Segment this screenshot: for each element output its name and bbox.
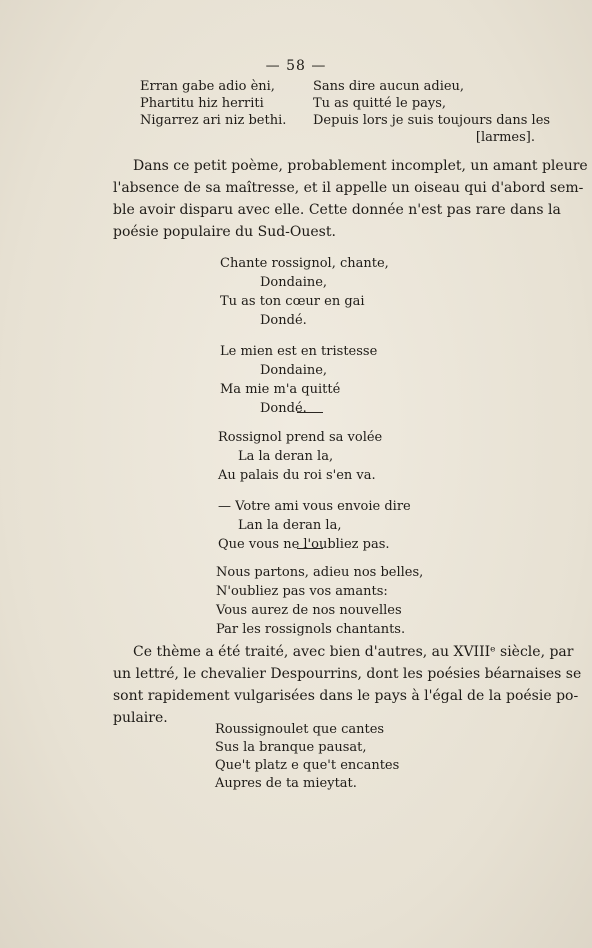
page-number: — 58 —	[265, 58, 327, 74]
section-divider	[297, 412, 323, 413]
verse-line: Aupres de ta mieytat.	[215, 776, 357, 791]
poem-volee	[218, 428, 411, 566]
verse-line: — Votre ami vous envoie dire	[218, 499, 411, 514]
paragraph-line: Ce thème a été traité, avec bien d'autres, au XVIIIᵉ siècle, par	[133, 644, 574, 660]
verse-line: Depuis lors je suis toujours dans les	[313, 113, 551, 128]
verse-line: La la deran la,	[238, 449, 334, 464]
poem-partons	[216, 563, 423, 639]
verse-line: Que't platz e que't encantes	[215, 758, 400, 773]
verse-line: Sans dire aucun adieu,	[313, 79, 465, 94]
paragraph-2	[113, 641, 582, 729]
verse-line: Tu as quitté le pays,	[313, 96, 447, 111]
verse-line: Rossignol prend sa volée	[218, 430, 383, 445]
poem-roussignoulet	[215, 721, 399, 793]
verse-line: Nous partons, adieu nos belles,	[216, 565, 424, 580]
paragraph-line: ble avoir disparu avec elle. Cette donnée n'est pas rare dans la	[113, 202, 561, 218]
verse-line: Sus la branque pausat,	[215, 740, 367, 755]
paragraph-line: l'absence de sa maîtresse, et il appelle un oiseau qui d'abord sem-	[113, 180, 584, 196]
verse-line: Erran gabe adio èni,	[140, 79, 275, 94]
stanza	[218, 428, 411, 485]
verse-line: Dondaine,	[260, 363, 328, 378]
verse-line: Au palais du roi s'en va.	[218, 468, 376, 483]
paragraph-line: Dans ce petit poème, probablement incomplet, un amant pleure	[133, 158, 588, 174]
verse-line: N'oubliez pas vos amants:	[216, 584, 388, 599]
verse-line: Chante rossignol, chante,	[220, 256, 389, 271]
verse-line: Par les rossignols chantants.	[216, 622, 406, 637]
verse-line: Lan la deran la,	[238, 518, 342, 533]
verse-line: Vous aurez de nos nouvelles	[216, 603, 402, 618]
basque-verse	[140, 78, 305, 129]
section-divider	[297, 548, 323, 549]
stanza	[218, 497, 411, 554]
verse-line: Nigarrez ari niz bethi.	[140, 113, 287, 128]
paragraph-line: sont rapidement vulgarisées dans le pays à l'égal de la poésie po-	[113, 688, 579, 704]
french-translation	[313, 78, 551, 146]
poem-rossignol	[220, 254, 389, 430]
paragraph-line: pulaire.	[113, 710, 168, 726]
verse-line: Roussignoulet que cantes	[215, 722, 385, 737]
stanza	[220, 254, 389, 330]
paragraph-line: poésie populaire du Sud-Ouest.	[113, 224, 336, 240]
stanza	[220, 342, 389, 418]
verse-line-tail: [larmes].	[475, 130, 535, 145]
verse-line: Dondé.	[260, 401, 307, 416]
verse-line: Dondé.	[260, 313, 307, 328]
verse-line: Que vous ne l'oubliez pas.	[218, 537, 390, 552]
verse-line: Dondaine,	[260, 275, 328, 290]
paragraph-line: un lettré, le chevalier Despourrins, dont les poésies béarnaises se	[113, 666, 582, 682]
verse-line: Le mien est en tristesse	[220, 344, 378, 359]
verse-line: Phartitu hiz herriti	[140, 96, 264, 111]
paragraph-1	[113, 155, 588, 243]
verse-line: Ma mie m'a quitté	[220, 382, 341, 397]
verse-line: Tu as ton cœur en gai	[220, 294, 365, 309]
